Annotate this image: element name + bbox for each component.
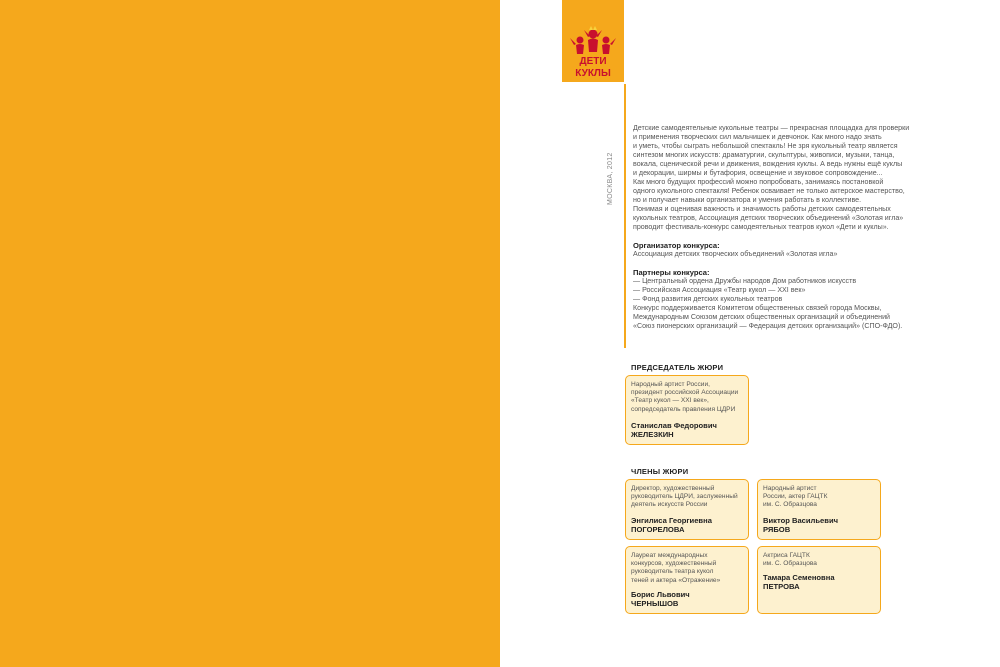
member-desc-line: России, актер ГАЦТК [763,493,828,501]
member-desc-line: руководитель ЦДРИ, заслуженный [631,493,738,501]
member-desc-line: руководитель театра кукол [631,568,714,576]
member-first-name: Энгилиса Георгиевна [631,516,712,525]
intro-line: но и получает навыки организатора и умения работать в коллективе. [633,196,862,204]
partner-item: — Центральный ордена Дружбы народов Дом работников искусств [633,277,857,285]
member-card [757,479,881,540]
intro-line: кукольных театров, Ассоциация детских творческих объединений «Золотая игла» [633,214,904,222]
chair-name [631,421,717,439]
chair-first-name: Станислав Федорович [631,421,717,430]
member-name [631,590,690,608]
member-first-name: Виктор Васильевич [763,516,839,525]
member-desc-line: конкурсов, художественный [631,560,717,568]
member-card [625,479,749,540]
side-caption-text: МОСКВА, 2012 [607,152,614,205]
intro-line: Понимая и оценивая важность и значимость работы детских самодеятельных [633,205,891,213]
support-line: «Союз пионерских организаций — Федерация детских организаций» (СПО-ФДО). [633,322,903,330]
partner-item: — Российская Ассоциация «Театр кукол — XXI век» [633,286,806,294]
organizer-text: Ассоциация детских творческих объединений «Золотая игла» [633,250,838,258]
member-desc-line: им. С. Образцова [763,501,817,509]
chair-desc-line: Народный артист России, [631,381,710,388]
logo [562,0,624,82]
chair-desc-line: сопредседатель правления ЦДРИ [631,405,736,413]
intro-line: Детские самодеятельные кукольные театры — прекрасная площадка для проверки [633,124,910,132]
member-desc-line: им. С. Образцова [763,560,817,568]
partners-title: Партнеры конкурса: [633,268,710,277]
chair-card [625,375,749,445]
puppets-logo-icon [562,0,624,82]
member-first-name: Борис Львович [631,590,690,599]
member-last-name: ПЕТРОВА [763,582,800,591]
intro-line: проводит фестиваль-конкурс самодеятельных театров кукол «Дети и куклы». [633,223,889,231]
intro-block [633,124,933,331]
member-first-name: Тамара Семеновна [763,573,835,582]
members-heading: ЧЛЕНЫ ЖЮРИ [631,467,689,476]
intro-line: Как много будущих профессий можно попробовать, занимаясь постановкой [633,178,884,186]
intro-line: и уметь, чтобы сыграть небольшой спектакль! Не зря кукольный театр является [633,142,898,150]
partner-item: — Фонд развития детских кукольных театров [633,295,783,303]
member-last-name: ЧЕРНЫШОВ [631,599,679,608]
member-desc-line: Народный артист [763,485,817,492]
member-last-name: ПОГОРЕЛОВА [631,525,685,534]
chair-last-name: ЖЕЛЕЗКИН [631,430,674,439]
member-name [763,516,838,534]
member-desc-line: теней и актера «Отражение» [631,576,721,584]
member-name [631,516,712,534]
logo-line2: КУКЛЫ [575,68,611,79]
intro-line: синтезом многих искусств: драматургии, скульптуры, живописи, музыки, танца, [633,151,895,159]
member-last-name: РЯБОВ [763,525,791,534]
member-desc-line: Лауреат международных [631,552,708,559]
partners-list [633,277,933,304]
accent-divider [624,84,626,348]
logo-line1: ДЕТИ [579,56,607,67]
chair-desc-line: президент российской Ассоциации [631,389,739,397]
member-desc-line: Директор, художественный [631,485,715,492]
intro-line: и декорации, ширмы и бутафория, освещение и звуковое сопровождение... [633,169,883,177]
intro-paragraph [633,124,933,232]
chair-heading: ПРЕДСЕДАТЕЛЬ ЖЮРИ [631,363,724,372]
member-card [625,546,749,614]
side-caption [607,125,621,205]
intro-line: и применения творческих сил мальчишек и девчонок. Как много надо знать [633,133,882,141]
support-line: Международным Союзом детских общественных организаций и объединений [633,313,891,321]
intro-line: одного кукольного спектакля! Ребенок осваивает не только актерское мастерство, [633,187,905,195]
organizer-title: Организатор конкурса: [633,241,720,250]
member-desc-line: Актриса ГАЦТК [763,552,810,559]
member-name [763,573,835,591]
support-line: Конкурс поддерживается Комитетом общественных связей города Москвы, [633,304,882,312]
member-card [757,546,881,614]
member-desc-line: деятель искусств России [631,501,708,509]
chair-desc-line: «Театр кукол — XXI век», [631,397,709,405]
intro-line: вокала, сценической речи и движения, вождения куклы. А ведь нужны ещё куклы [633,160,903,168]
